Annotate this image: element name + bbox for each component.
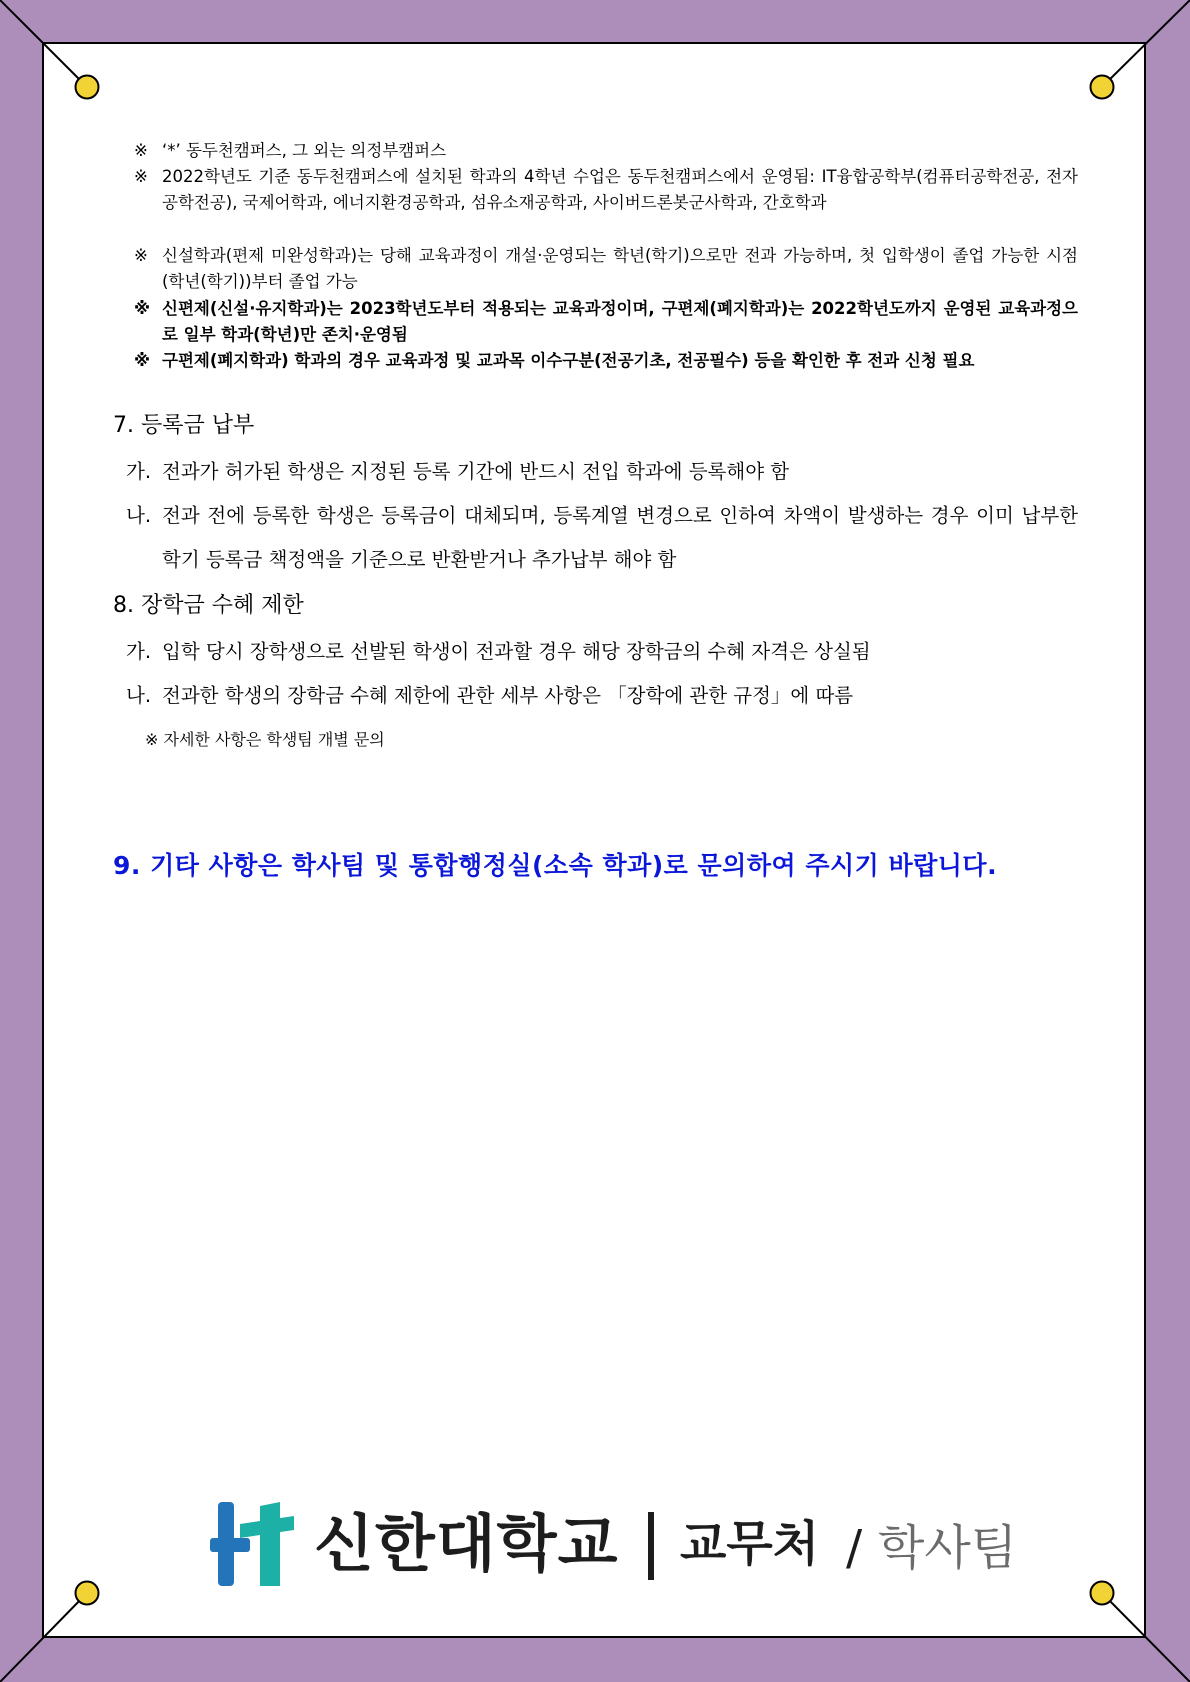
item-mark: 나. xyxy=(126,684,152,707)
footer-logo xyxy=(210,1500,1020,1590)
note-text: 2022학년도 기준 동두천캠퍼스에 설치된 학과의 4학년 수업은 동두천캠퍼스에서 운영됨: IT융합공학부(컴퓨터공학전공, 전자공학전공), 국제어학과, 에너지환경공학과, 섬유소재공학과, 사이버드론봇군사학과, 간호학과 xyxy=(162,167,1078,212)
item-text: 입학 당시 장학생으로 선발된 학생이 전과할 경우 해당 장학금의 수혜 자격은 상실됨 xyxy=(162,640,871,663)
note-mark: ※ xyxy=(134,351,151,370)
item-mark: 가. xyxy=(126,460,152,483)
section-8-note: ※ 자세한 사항은 학생팀 개별 문의 xyxy=(145,730,385,749)
note-campus xyxy=(134,138,1078,164)
note-old-curriculum-check xyxy=(134,348,1078,374)
section-7-item-b xyxy=(126,494,1078,582)
note-text: ‘*’ 동두천캠퍼스, 그 외는 의정부캠퍼스 xyxy=(162,141,447,160)
note-new-department xyxy=(134,243,1078,295)
note-mark: ※ xyxy=(134,246,148,265)
item-text: 전과가 허가된 학생은 지정된 등록 기간에 반드시 전입 학과에 등록해야 함 xyxy=(162,460,790,483)
note-mark: ※ xyxy=(134,299,151,318)
note-new-curriculum xyxy=(134,296,1078,348)
university-name: 신한대학교 xyxy=(314,1507,619,1580)
shinhan-h-logo-icon xyxy=(210,1502,294,1586)
section-8-item-b xyxy=(126,674,1078,718)
section-8-item-a xyxy=(126,630,1078,674)
note-mark: ※ xyxy=(134,167,148,186)
note-text: 신설학과(편제 미완성학과)는 당해 교육과정이 개설·운영되는 학년(학기)으로만 전과 가능하며, 첫 입학생이 졸업 가능한 시점(학년(학기))부터 졸업 가능 xyxy=(162,246,1078,291)
closing-contact-notice: 9. 기타 사항은 학사팀 및 통합행정실(소속 학과)로 문의하여 주시기 바랍니다. xyxy=(113,851,998,880)
item-mark: 나. xyxy=(126,504,152,527)
footer-slash: / xyxy=(846,1520,863,1576)
note-text: 신편제(신설·유지학과)는 2023학년도부터 적용되는 교육과정이며, 구편제(폐지학과)는 2022학년도까지 운영된 교육과정으로 일부 학과(학년)만 존치·운영됨 xyxy=(162,299,1078,344)
item-text: 전과 전에 등록한 학생은 등록금이 대체되며, 등록계열 변경으로 인하여 차액이 발생하는 경우 이미 납부한 학기 등록금 책정액을 기준으로 반환받거나 추가납부 해야 함 xyxy=(162,504,1078,571)
section-7-heading: 7. 등록금 납부 xyxy=(113,413,255,438)
note-dongducheon-4th-year xyxy=(134,164,1078,216)
note-mark: ※ xyxy=(134,141,148,160)
section-8-heading: 8. 장학금 수혜 제한 xyxy=(113,593,304,618)
item-text: 전과한 학생의 장학금 수혜 제한에 관한 세부 사항은 「장학에 관한 규정」에 따름 xyxy=(162,684,854,707)
item-mark: 가. xyxy=(126,640,152,663)
section-7-item-a xyxy=(126,450,1078,494)
team-name: 학사팀 xyxy=(878,1520,1018,1576)
office-name: 교무처 xyxy=(680,1516,820,1572)
footer-divider xyxy=(648,1512,654,1580)
note-text: 구편제(폐지학과) 학과의 경우 교육과정 및 교과목 이수구분(전공기초, 전공필수) 등을 확인한 후 전과 신청 필요 xyxy=(162,351,975,370)
